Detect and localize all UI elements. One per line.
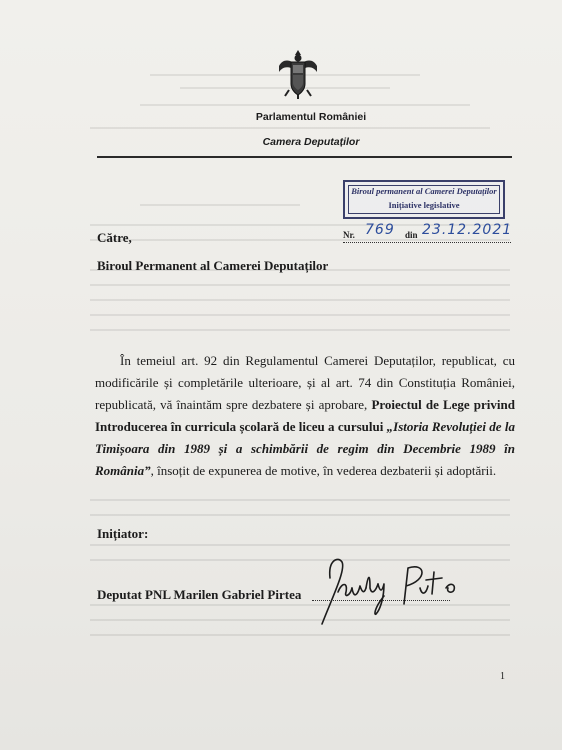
deputy-name: Deputat PNL Marilen Gabriel Pirtea [97, 587, 302, 602]
registration-date-handwritten: 23.12.2021 [422, 222, 513, 238]
body-text-part2: , însoțit de expunerea de motive, în vederea dezbaterii și adoptării. [150, 463, 497, 478]
body-text-course-title: „Istoria Revoluției de la Timișoara din 1989 și a schimbării de regim din Decembrie 1989 în România” [95, 419, 515, 478]
registration-date-label: din [405, 230, 418, 240]
body-text-bill-title: Proiectul de Lege privind Introducerea în curricula școlară de liceu a cursului [95, 397, 515, 434]
registry-stamp [343, 180, 505, 219]
body-text-part1: În temeiul art. 92 din Regulamentul Camerei Deputaților, republicat, cu modificările și completările ulterioare, și al art. 74 din Constituția României, republicată, vă înaintăm spre dezbatere și aprobare, [95, 353, 515, 412]
registration-dotted-line [343, 242, 511, 243]
registration-number-label: Nr. [343, 230, 355, 240]
chamber-name: Camera Deputaților [262, 136, 360, 148]
registration-number-handwritten: 769 [365, 222, 395, 238]
coat-of-arms-icon [275, 48, 321, 100]
stamp-line-office: Biroul permanent al Camerei Deputaților [351, 186, 497, 196]
stamp-line-department: Inițiative legislative [388, 200, 460, 210]
addressee: Biroul Permanent al Camerei Deputaților [97, 258, 329, 273]
page-number: 1 [500, 671, 505, 682]
salutation: Către, [97, 230, 132, 245]
header-divider [97, 156, 512, 158]
initiator-label: Inițiator: [97, 526, 149, 541]
letter-body [95, 350, 515, 482]
handwritten-signature [308, 548, 478, 638]
institution-name: Parlamentul României [255, 111, 367, 123]
